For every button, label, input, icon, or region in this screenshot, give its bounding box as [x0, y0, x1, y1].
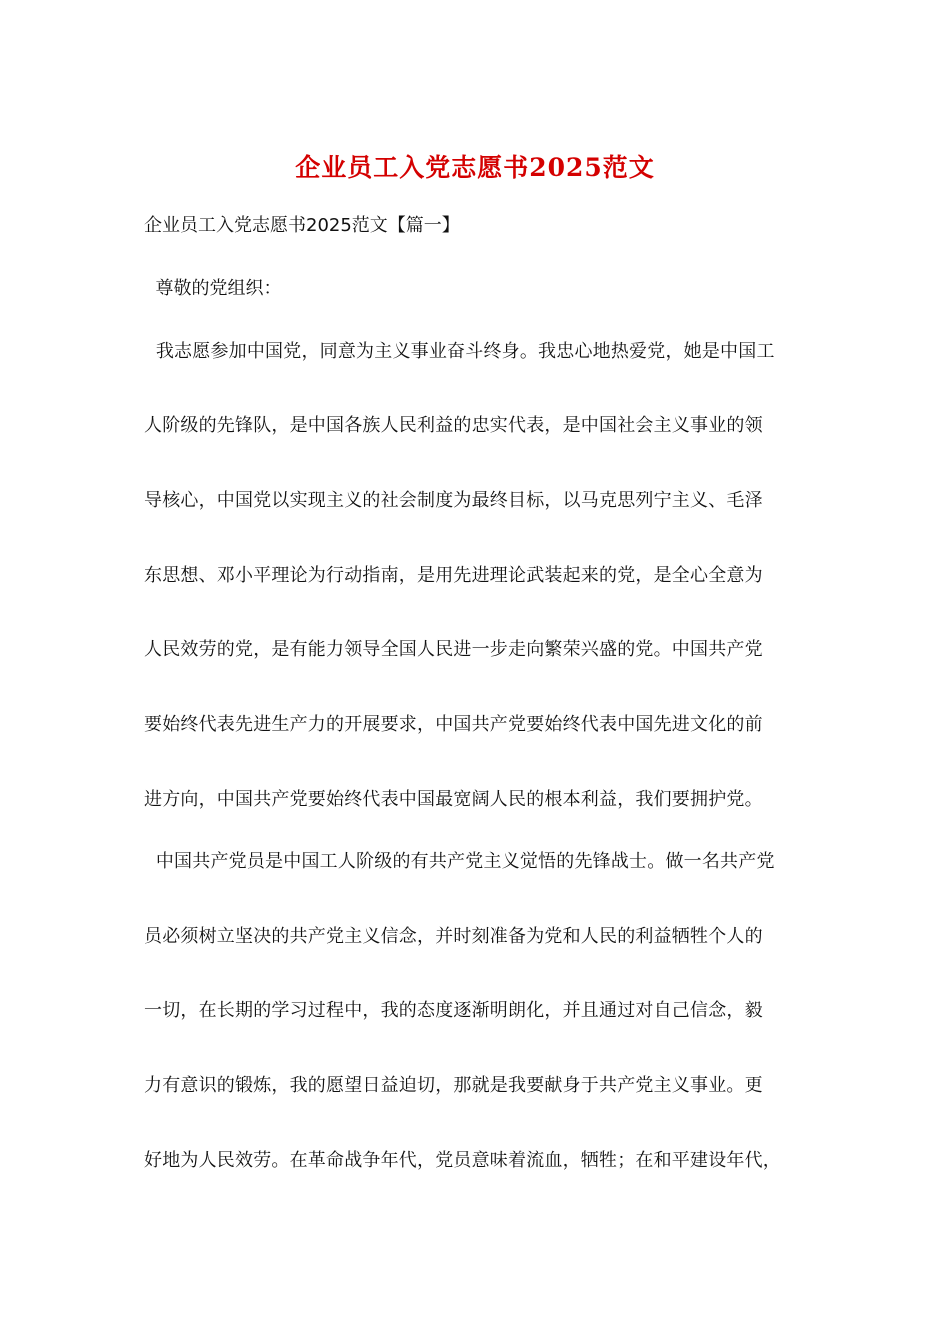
body-line: 员必须树立坚决的共产党主义信念，并时刻准备为党和人民的利益牺牲个人的	[144, 926, 763, 947]
body-line: 要始终代表先进生产力的开展要求，中国共产党要始终代表中国先进文化的前	[144, 714, 763, 735]
body-line: 人阶级的先锋队，是中国各族人民利益的忠实代表，是中国社会主义事业的领	[144, 415, 763, 436]
body-line: 进方向，中国共产党要始终代表中国最宽阔人民的根本利益，我们要拥护党。	[144, 789, 763, 810]
greeting-line: 尊敬的党组织：	[144, 278, 282, 299]
section-subtitle: 企业员工入党志愿书2025范文【篇一】	[144, 215, 460, 236]
body-line: 一切，在长期的学习过程中，我的态度逐渐明朗化，并且通过对自己信念，毅	[144, 1000, 763, 1021]
body-line: 中国共产党员是中国工人阶级的有共产党主义觉悟的先锋战士。做一名共产党	[144, 851, 775, 872]
body-line: 力有意识的锻炼，我的愿望日益迫切，那就是我要献身于共产党主义事业。更	[144, 1075, 763, 1096]
body-line: 好地为人民效劳。在革命战争年代，党员意味着流血，牺牲；在和平建设年代，	[144, 1150, 781, 1171]
body-line: 我志愿参加中国党，同意为主义事业奋斗终身。我忠心地热爱党，她是中国工	[144, 341, 775, 362]
body-line: 东思想、邓小平理论为行动指南，是用先进理论武装起来的党，是全心全意为	[144, 565, 763, 586]
body-line: 导核心，中国党以实现主义的社会制度为最终目标，以马克思列宁主义、毛泽	[144, 490, 763, 511]
document-title: 企业员工入党志愿书2025范文	[295, 153, 655, 182]
body-line: 人民效劳的党，是有能力领导全国人民进一步走向繁荣兴盛的党。中国共产党	[144, 639, 763, 660]
